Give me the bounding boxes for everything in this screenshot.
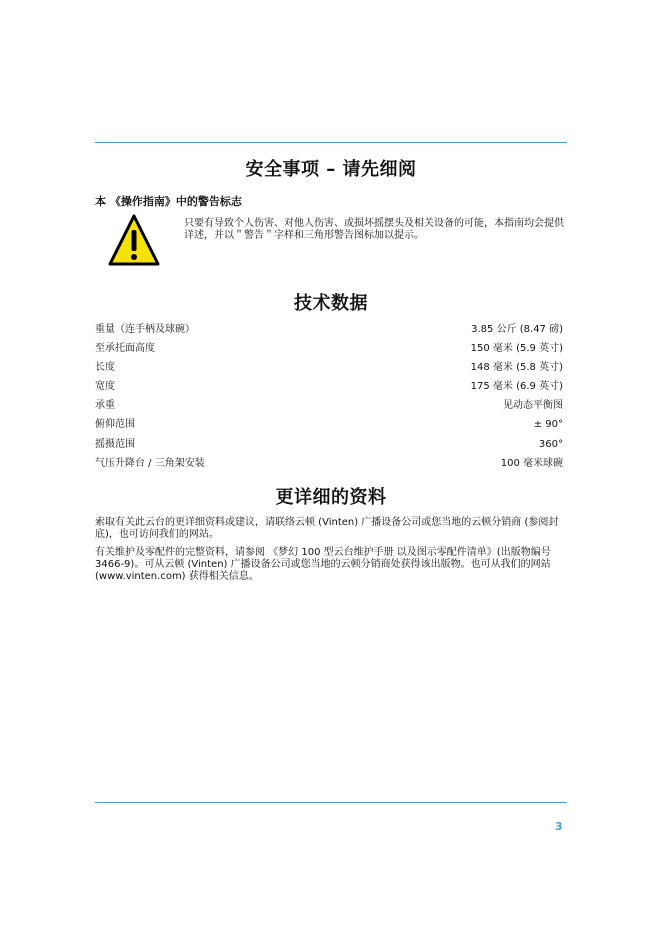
spec-value: 见动态平衡图 [503, 400, 563, 412]
spec-label: 长度 [95, 362, 115, 374]
spec-label: 宽度 [95, 381, 115, 393]
spec-label: 摇摄范围 [95, 438, 135, 450]
spec-label: 俯仰范围 [95, 419, 135, 431]
spec-row-tilt-range [95, 419, 567, 438]
spec-value: ± 90° [533, 419, 563, 431]
page-number: 3 [555, 820, 563, 833]
spec-value: 3.85 公斤 (8.47 磅) [471, 324, 563, 335]
spec-label: 至承托面高度 [95, 343, 155, 355]
spec-row-width [95, 381, 567, 400]
spec-value: 148 毫米 (5.8 英寸) [470, 362, 563, 374]
technical-data-title: 技术数据 [294, 293, 368, 314]
spec-label: 重量（连手柄及球碗） [95, 324, 195, 335]
spec-row-length [95, 362, 567, 381]
maintenance-paragraph: 有关维护及零配件的完整资料，请参阅 《梦幻 100 型云台维护手册 以及图示零配件清单》(出版物编号 3466-9)。可从云顿 (Vinten) 广播设备公司或您当地的云顿分销商处获得该出版物。也可从我们的网站 (www.vinten.com) 获得相关信息。 [95, 547, 551, 582]
spec-row-weight [95, 324, 567, 343]
bottom-rule [95, 802, 567, 803]
more-info-title: 更详细的资料 [275, 487, 387, 508]
spec-row-mounting [95, 458, 567, 477]
spec-label: 承重 [95, 400, 115, 412]
warning-description: 只要有导致个人伤害、对他人伤害、或损坏摇摆头及相关设备的可能，本指南均会提供详述，并以＂警告＂字样和三角形警告图标加以提示。 [184, 218, 564, 241]
spec-row-height [95, 343, 567, 362]
top-rule [95, 142, 567, 143]
contact-paragraph: 索取有关此云台的更详细资料或建议，请联络云顿 (Vinten) 广播设备公司或您当地的云顿分销商 (参阅封底)，也可访问我们的网站。 [95, 517, 559, 540]
warning-triangle-icon [108, 214, 160, 268]
spec-row-payload [95, 400, 567, 419]
safety-title: 安全事项 – 请先细阅 [245, 159, 417, 180]
warning-subheading: 本 《操作指南》中的警告标志 [95, 195, 242, 208]
spec-value: 100 毫米球碗 [500, 457, 563, 469]
spec-label: 气压升降台 / 三角架安装 [95, 457, 205, 469]
spec-row-pan-range [95, 439, 567, 458]
spec-value: 175 毫米 (6.9 英寸) [470, 381, 563, 393]
spec-value: 360° [538, 438, 563, 450]
spec-value: 150 毫米 (5.9 英寸) [470, 343, 563, 355]
spec-table [95, 324, 567, 477]
